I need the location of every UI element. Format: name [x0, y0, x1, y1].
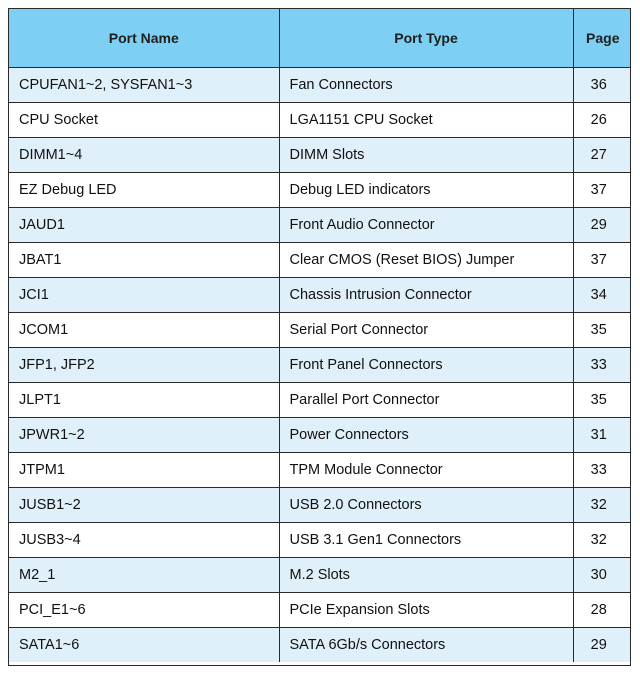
cell-port-type: USB 3.1 Gen1 Connectors	[279, 523, 573, 558]
cell-page: 29	[573, 208, 631, 243]
cell-port-name: JPWR1~2	[9, 418, 279, 453]
cell-page: 28	[573, 593, 631, 628]
cell-port-type: M.2 Slots	[279, 558, 573, 593]
cell-port-name: JLPT1	[9, 383, 279, 418]
cell-port-type: PCIe Expansion Slots	[279, 593, 573, 628]
cell-port-type: Clear CMOS (Reset BIOS) Jumper	[279, 243, 573, 278]
cell-page: 35	[573, 383, 631, 418]
cell-page: 36	[573, 68, 631, 103]
cell-port-name: JAUD1	[9, 208, 279, 243]
cell-port-name: JCOM1	[9, 313, 279, 348]
cell-page: 35	[573, 313, 631, 348]
cell-page: 32	[573, 488, 631, 523]
table-header-row	[9, 9, 631, 68]
table-row	[9, 453, 631, 488]
cell-port-name: DIMM1~4	[9, 138, 279, 173]
table-row	[9, 558, 631, 593]
table-row	[9, 488, 631, 523]
cell-page: 33	[573, 453, 631, 488]
cell-port-type: Serial Port Connector	[279, 313, 573, 348]
table-row	[9, 208, 631, 243]
cell-page: 37	[573, 243, 631, 278]
table-row	[9, 593, 631, 628]
cell-port-type: Front Audio Connector	[279, 208, 573, 243]
table-row	[9, 138, 631, 173]
cell-page: 30	[573, 558, 631, 593]
cell-port-name: SATA1~6	[9, 628, 279, 663]
cell-port-type: Debug LED indicators	[279, 173, 573, 208]
cell-port-type: Power Connectors	[279, 418, 573, 453]
cell-port-type: LGA1151 CPU Socket	[279, 103, 573, 138]
cell-page: 31	[573, 418, 631, 453]
cell-port-type: USB 2.0 Connectors	[279, 488, 573, 523]
cell-port-name: M2_1	[9, 558, 279, 593]
table-row	[9, 418, 631, 453]
cell-page: 27	[573, 138, 631, 173]
cell-port-name: EZ Debug LED	[9, 173, 279, 208]
cell-port-name: JFP1, JFP2	[9, 348, 279, 383]
cell-port-type: Chassis Intrusion Connector	[279, 278, 573, 313]
table-row	[9, 68, 631, 103]
cell-page: 26	[573, 103, 631, 138]
cell-port-name: JUSB1~2	[9, 488, 279, 523]
table-row	[9, 313, 631, 348]
cell-page: 29	[573, 628, 631, 663]
header-port-type: Port Type	[279, 9, 573, 68]
cell-port-type: DIMM Slots	[279, 138, 573, 173]
port-table-frame	[8, 8, 631, 666]
cell-port-name: PCI_E1~6	[9, 593, 279, 628]
cell-port-type: Fan Connectors	[279, 68, 573, 103]
table-row	[9, 278, 631, 313]
cell-port-name: JTPM1	[9, 453, 279, 488]
header-page: Page	[573, 9, 631, 68]
cell-port-name: JCI1	[9, 278, 279, 313]
cell-port-name: JBAT1	[9, 243, 279, 278]
cell-page: 33	[573, 348, 631, 383]
header-port-name: Port Name	[9, 9, 279, 68]
cell-page: 34	[573, 278, 631, 313]
table-row	[9, 523, 631, 558]
table-row	[9, 348, 631, 383]
cell-port-type: TPM Module Connector	[279, 453, 573, 488]
port-table	[9, 9, 631, 662]
cell-port-name: JUSB3~4	[9, 523, 279, 558]
cell-page: 32	[573, 523, 631, 558]
cell-port-name: CPU Socket	[9, 103, 279, 138]
table-row	[9, 383, 631, 418]
cell-port-type: SATA 6Gb/s Connectors	[279, 628, 573, 663]
table-row	[9, 103, 631, 138]
table-row	[9, 628, 631, 663]
table-row	[9, 173, 631, 208]
cell-port-type: Parallel Port Connector	[279, 383, 573, 418]
cell-page: 37	[573, 173, 631, 208]
table-row	[9, 243, 631, 278]
cell-port-type: Front Panel Connectors	[279, 348, 573, 383]
cell-port-name: CPUFAN1~2, SYSFAN1~3	[9, 68, 279, 103]
